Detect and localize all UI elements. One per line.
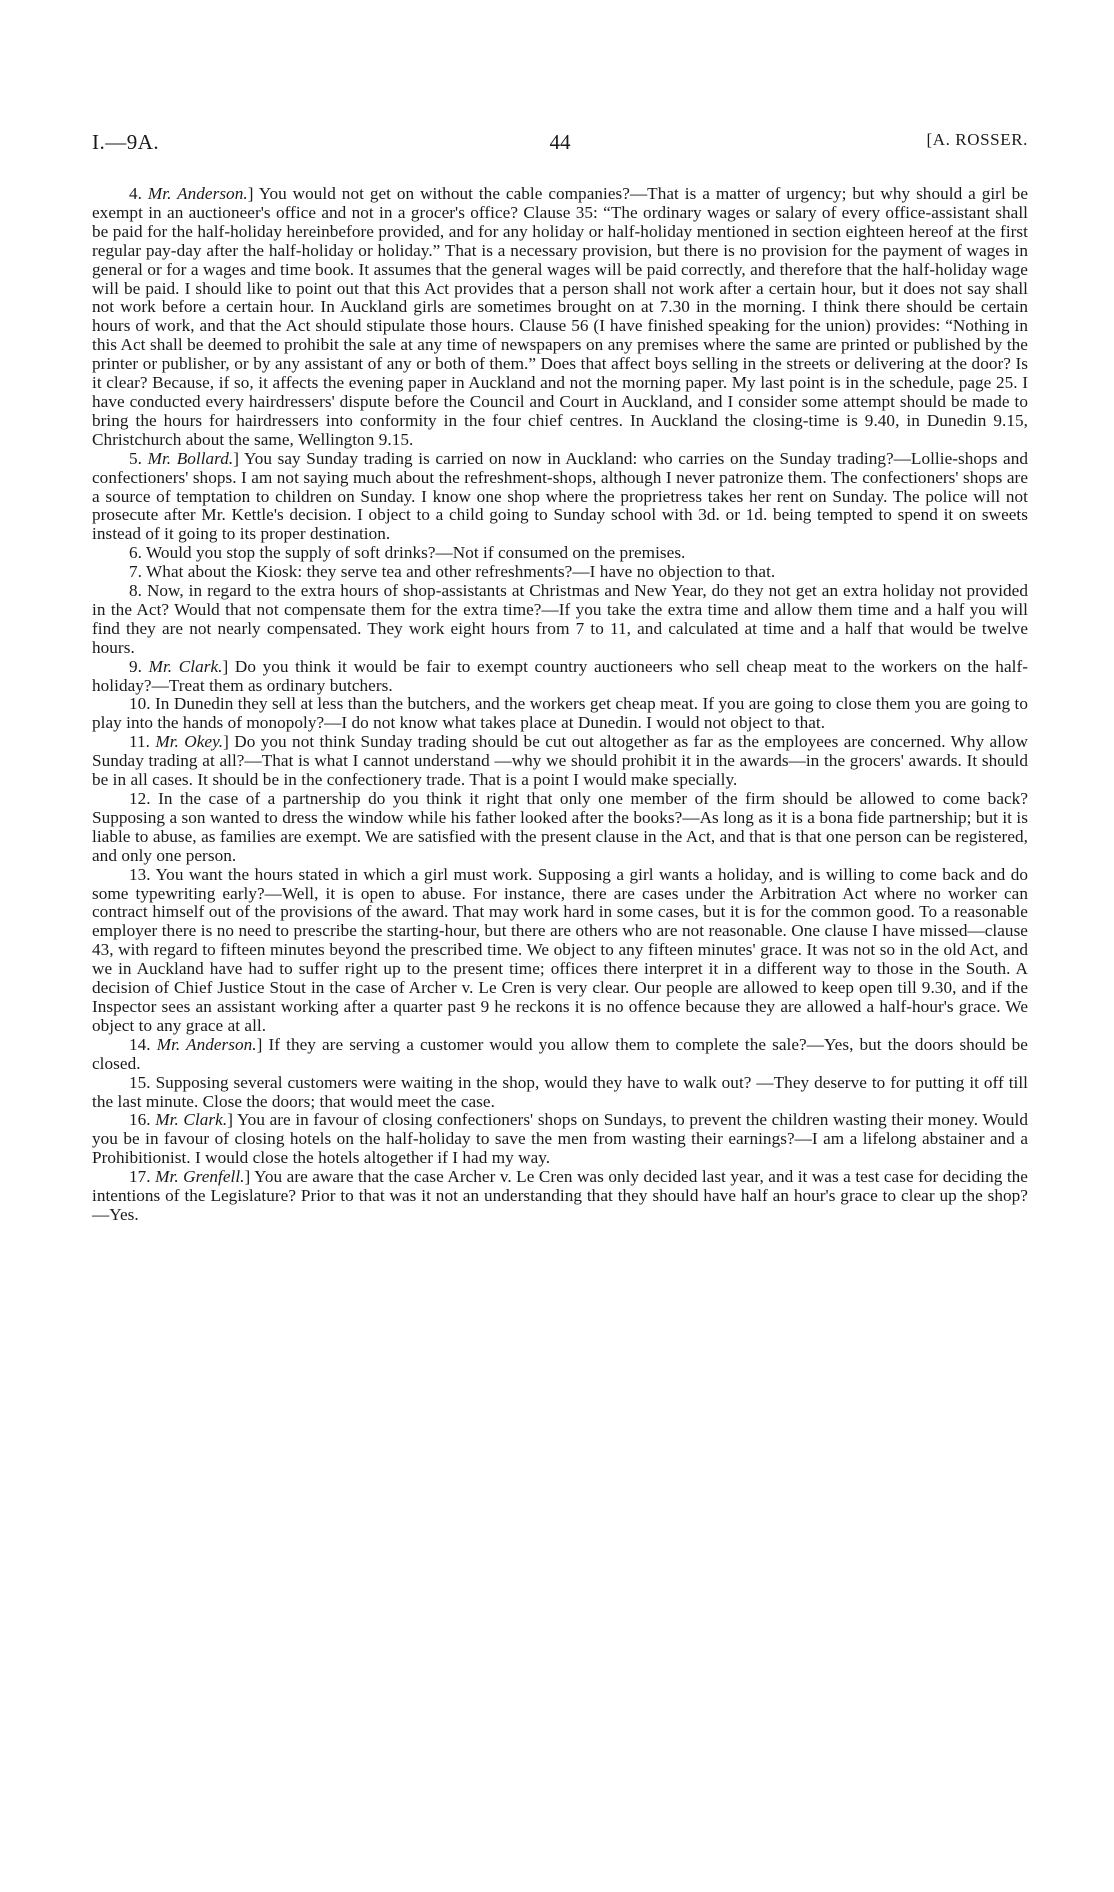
paragraph-5 [92, 450, 1028, 545]
paragraph-number: 5. [129, 448, 142, 468]
paragraph-text: In the case of a partnership do you think it right that only one member of the firm should be allowed to come back? Supposing a son wanted to dress the window while his father looked after the books?—As long as it is a bona fide partnership; but it is liable to abuse, as families are exempt. We are satisfied with the present clause in the Act, and that is that one person can be registered, and only one person. [92, 789, 1028, 865]
paragraph-12 [92, 790, 1028, 866]
paragraph-text: In Dunedin they sell at less than the butchers, and the workers get cheap meat. If you are going to close them you are going to play into the hands of monopoly?—I do not know what takes place at Dunedin. I would not object to that. [92, 694, 1028, 733]
paragraph-text: ] You would not get on without the cable companies?—That is a matter of urgency; but why should a girl be exempt in an auctioneer's office and not in a grocer's office? Clause 35: “The ordinary wages or salary of every office-assistant shall be paid for the half-holiday hereinbefore provided, and for any holiday or half-holiday mentioned in section eighteen hereof at the first regular pay-day after the half-holiday or holiday.” That is a necessary provision, but there is no provision for the payment of wages in general or for a wages and time book. It assumes that the general wages will be paid correctly, and therefore that the half-holiday wage will be paid. I should like to point out that this Act provides that a person shall not work after a certain hour, but it does not say shall not work before a certain hour. In Auckland girls are sometimes brought on at 7.30 in the morning. I think there should be certain hours of work, and that the Act should stipulate those hours. Clause 56 (I have finished speaking for the union) provides: “Nothing in this Act shall be deemed to prohibit the sale at any time of newspapers on any premises where the same are printed or published by the printer or publisher, or by any assistant of any or both of them.” Does that affect boys selling in the streets or delivering at the door? Is it clear? Because, if so, it affects the evening paper in Auckland and not the morning paper. My last point is in the schedule, page 25. I have conducted every hairdressers' dispute before the Council and Court in Auckland, and I consider some attempt should be made to bring the hours for hairdressers into conformity in the four chief centres. In Auckland the closing-time is 9.40, in Dunedin 9.15, Christchurch about the same, Wellington 9.15. [92, 184, 1028, 449]
speaker-name: Mr. Grenfell. [155, 1167, 245, 1187]
paragraph-number: 13. [129, 864, 151, 884]
body-text [92, 185, 1028, 1225]
paragraph-17 [92, 1168, 1028, 1225]
paragraph-text: ] You are aware that the case Archer v. Le Cren was only decided last year, and it was a test case for deciding the intentions of the Legislature? Prior to that was it not an understanding that they should have half an hour's grace to clear up the shop?—Yes. [92, 1167, 1028, 1224]
paragraph-6 [92, 544, 1028, 563]
witness-name: [A. ROSSER. [926, 130, 1028, 149]
document-reference: I.—9A. [92, 130, 160, 154]
paragraph-number: 8. [129, 581, 142, 601]
paragraph-8 [92, 582, 1028, 658]
page-header [92, 130, 1028, 160]
speaker-name: Mr. Clark. [155, 1110, 228, 1130]
page-number: 44 [549, 130, 571, 154]
paragraph-number: 6. [129, 543, 142, 563]
speaker-name: Mr. Bollard. [147, 448, 234, 468]
speaker-name: Mr. Anderson. [147, 184, 248, 203]
paragraph-text: Supposing several customers were waiting in the shop, would they have to walk out? —They deserve to for putting it off till the last minute. Close the doors; that would meet the case. [92, 1072, 1028, 1111]
paragraph-number: 17. [129, 1167, 151, 1187]
paragraph-text: ] You are in favour of closing confectioners' shops on Sundays, to prevent the children wasting their money. Would you be in favour of closing hotels on the half-holiday to save the men from wasting their earnings?—I am a lifelong abstainer and a Prohibitionist. I would close the hotels altogether if I had my way. [92, 1110, 1029, 1168]
paragraph-text: ] You say Sunday trading is carried on now in Auckland: who carries on the Sunday trading?—Lollie-shops and confectioners' shops. I am not saying much about the refreshment-shops, although I never patronize them. The confectioners' shops are a source of temptation to children on Sunday. I know one shop where the proprietress takes her rent on Sunday. The police will not prosecute after Mr. Kettle's decision. I object to a child going to Sunday school with 3d. or 1d. being tempted to spend it on sweets instead of it going to its proper destination. [92, 448, 1028, 544]
paragraph-7 [92, 563, 1028, 582]
paragraph-number: 11. [129, 732, 150, 752]
paragraph-number: 15. [129, 1072, 151, 1092]
paragraph-13 [92, 866, 1028, 1036]
paragraph-text: Now, in regard to the extra hours of shop-assistants at Christmas and New Year, do they not get an extra holiday not provided in the Act? Would that not compensate them for the extra time?—If you take the extra time and allow them time and a half you will find they are not nearly compensated. They work eight hours from 7 to 11, and calculated at time and a half that would be twelve hours. [92, 581, 1028, 657]
paragraph-number: 16. [129, 1110, 151, 1130]
paragraph-9 [92, 658, 1028, 696]
paragraph-number: 12. [129, 789, 151, 808]
paragraph-number: 9. [129, 656, 142, 676]
paragraph-15 [92, 1074, 1028, 1112]
paragraph-text: What about the Kiosk: they serve tea and other refreshments?—I have no objection to that. [142, 562, 776, 582]
paragraph-number: 7. [129, 562, 142, 582]
speaker-name: Mr. Clark. [148, 656, 223, 676]
paragraph-14 [92, 1036, 1028, 1074]
paragraph-text: ] If they are serving a customer would you allow them to complete the sale?—Yes, but the doors should be closed. [92, 1034, 1028, 1073]
paragraph-number: 10. [129, 694, 151, 714]
paragraph-16 [92, 1111, 1028, 1168]
paragraph-text: ] Do you not think Sunday trading should be cut out altogether as far as the employees are concerned. Why allow Sunday trading at all?—That is what I cannot understand —why we should prohibit it in the awards—in the grocers' awards. It should be in all cases. It should be in the confectionery trade. That is a point I would make specially. [92, 732, 1028, 790]
paragraph-10 [92, 695, 1028, 733]
paragraph-text: ] Do you think it would be fair to exempt country auctioneers who sell cheap meat to the workers on the half-holiday?—Treat them as ordinary butchers. [92, 656, 1029, 695]
speaker-name: Mr. Anderson. [156, 1034, 257, 1054]
paragraph-11 [92, 733, 1028, 790]
paragraph-text: Would you stop the supply of soft drinks?—Not if consumed on the premises. [142, 543, 686, 563]
paragraph-number: 4. [129, 184, 142, 203]
paragraph-text: You want the hours stated in which a girl must work. Supposing a girl wants a holiday, and is willing to come back and do some typewriting early?—Well, it is open to abuse. For instance, there are cases under the Arbitration Act where no worker can contract himself out of the provisions of the award. That may work hard in some cases, but it is for the common good. To a reasonable employer there is no need to prescribe the starting-hour, but there are others who are not reasonable. One clause I have missed—clause 43, with regard to fifteen minutes beyond the prescribed time. We object to any fifteen minutes' grace. It was not so in the old Act, and we in Auckland have had to suffer right up to the present time; offices there interpret it in a different way to those in the South. A decision of Chief Justice Stout in the case of Archer v. Le Cren is very clear. Our people are allowed to keep open till 9.30, and if the Inspector sees an assistant working after a quarter past 9 he reckons it is no offence because they are allowed a half-hour's grace. We object to any grace at all. [92, 864, 1028, 1035]
speaker-name: Mr. Okey. [155, 732, 224, 752]
paragraph-number: 14. [129, 1034, 151, 1054]
paragraph-4 [92, 185, 1028, 450]
